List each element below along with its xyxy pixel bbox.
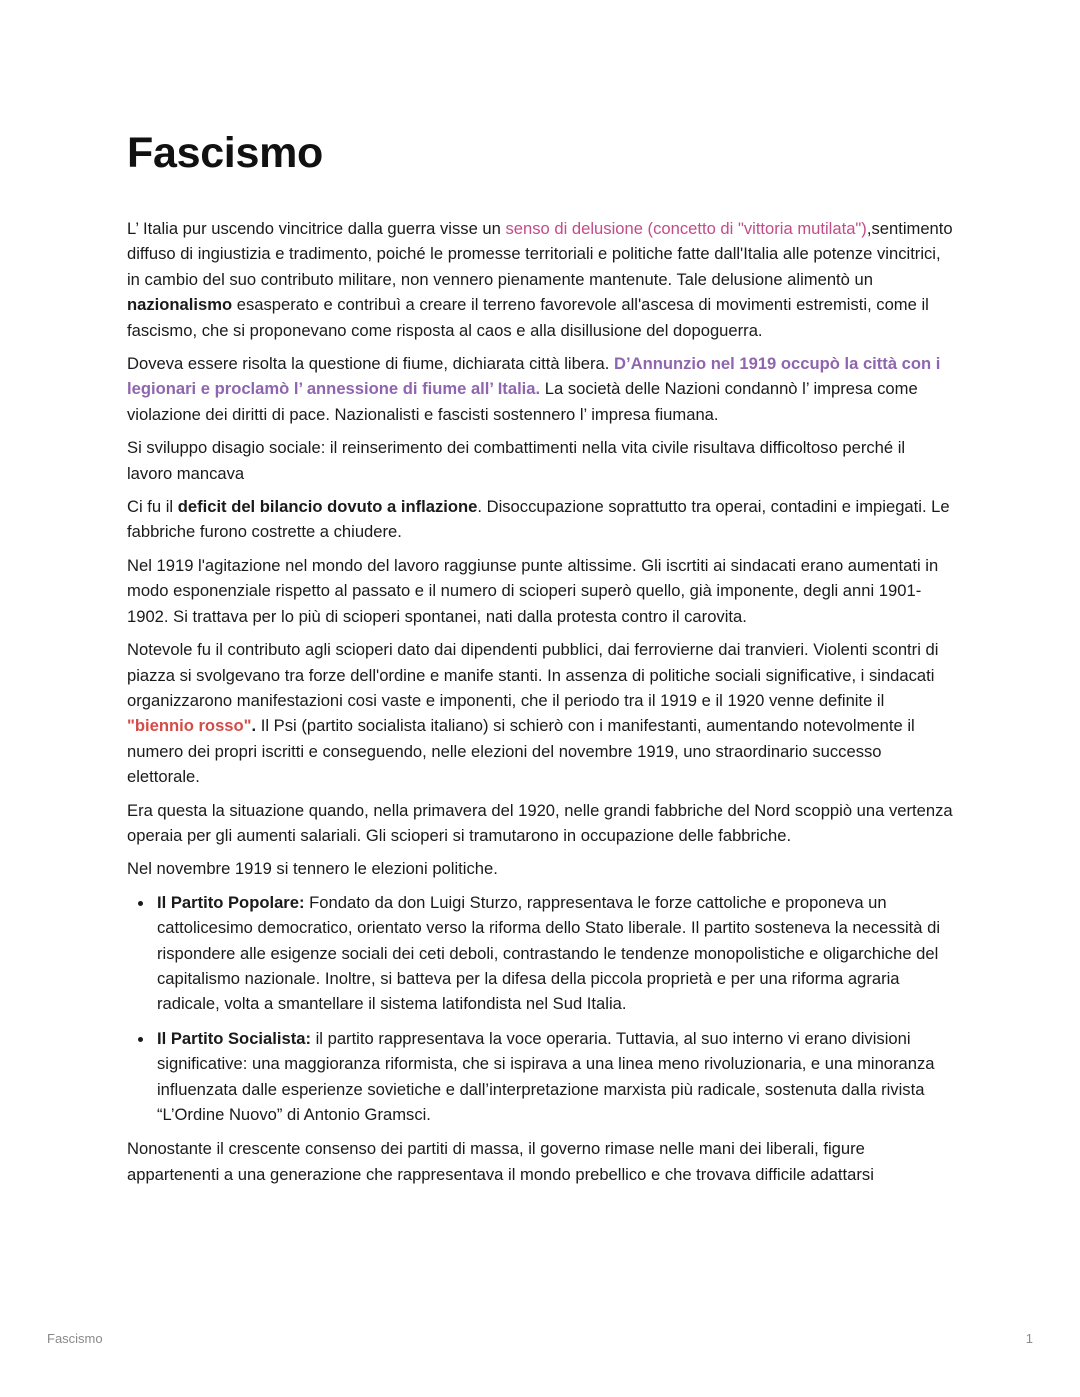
- text: Ci fu il: [127, 497, 178, 517]
- purple-highlight-dannunzio: D’Annunzio nel 1919 occupò la città con i legionari e proclamò l’ annessione di fiume all’ Italia.: [127, 354, 941, 399]
- paragraph-fiume: [127, 351, 953, 427]
- list-item-label: Il Partito Socialista:: [157, 1028, 311, 1048]
- paragraph-disagio-sociale: Si sviluppo disagio sociale: il reinserimento dei combattimenti nella vita civile risultava difficoltoso perché il lavoro mancava: [127, 438, 906, 483]
- paragraph-deficit: [127, 494, 953, 545]
- text: L’ Italia pur uscendo vincitrice dalla guerra visse un: [127, 219, 506, 238]
- bold-deficit: deficit del bilancio dovuto a inflazione: [177, 497, 478, 517]
- red-highlight-biennio-rosso: "biennio rosso": [127, 716, 252, 736]
- list-item-text: Fondato da don Luigi Sturzo, rappresentava le forze cattoliche e proponeva un cattolicesimo democratico, orientato verso la riforma dello Stato liberale. Il partito sosteneva la necessità di rispondere alle esigenze sociali dei ceti deboli, contrastando le tendenze monopolistiche e oligarchiche del capitalismo nazionale. Inoltre, si batteva per la difesa della piccola proprietà e per una riforma agraria radicale, volta a smantellare il sistema latifondista nel Sud Italia.: [157, 892, 941, 1014]
- text: Notevole fu il contributo agli scioperi dato dai dipendenti pubblici, dai ferrovierne dai tranvieri. Violenti scontri di piazza si svolgevano tra forze dell'ordine e manife stanti. In assenza di politiche sociali significative, i sindacati organizzarono manifestazioni cosi vaste e imponenti, che il periodo tra il 1919 e il 1920 venne definite il: [127, 640, 939, 710]
- parties-list: [127, 890, 953, 1128]
- text: Doveva essere risolta la questione di fiume, dichiarata città libera.: [127, 354, 614, 374]
- list-item-partito-popolare: [157, 890, 953, 1017]
- paragraph-governo-liberali: Nonostante il crescente consenso dei partiti di massa, il governo rimase nelle mani dei liberali, figure appartenenti a una generazione che rappresentava il mondo prebellico e che trovava difficile adattarsi: [127, 1139, 874, 1184]
- list-item-label: Il Partito Popolare:: [157, 892, 305, 912]
- text: esasperato e contribuì a creare il terreno favorevole all'ascesa di movimenti estremisti, come il fascismo, che si proponevano come risposta al caos e alla disillusione del dopoguerra.: [127, 295, 929, 340]
- paragraph-agitazione-1919: Nel 1919 l'agitazione nel mondo del lavoro raggiunse punte altissime. Gli iscrtiti ai sindacati erano aumentati in modo esponenziale rispetto al passato e il numero di scioperi superò quello, già imponente, degli anni 1901-1902. Si trattava per lo più di scioperi spontanei, nati dalla protesta contro il carovita.: [127, 555, 939, 626]
- paragraph-intro: [127, 216, 953, 343]
- footer-page-number: 1: [1025, 1331, 1033, 1346]
- paragraph-biennio-rosso: [127, 637, 953, 789]
- list-item-partito-socialista: [157, 1026, 953, 1128]
- text: ,sentimento diffuso di ingiustizia e tradimento, poiché le promesse territoriali e politiche fatte dall'Italia alle potenze vincitrici, in cambio del suo contributo militare, non vennero pienamente mantenute. Tale delusione alimentò un: [127, 219, 953, 289]
- document-page: [127, 126, 953, 1195]
- paragraph-elezioni: Nel novembre 1919 si tennero le elezioni politiche.: [127, 859, 498, 879]
- page-title: Fascismo: [127, 129, 323, 177]
- bold-period: .: [251, 716, 257, 736]
- list-item-text: il partito rappresentava la voce operaria. Tuttavia, al suo interno vi erano divisioni significative: una maggioranza riformista, che si ispirava a una linea meno rivoluzionaria, e una minoranza influenzata dalle esperienze sovietiche e dall’interpretazione marxista più radicale, sostenuta dalla rivista “L’Ordine Nuovo” di Antonio Gramsci.: [157, 1028, 935, 1124]
- text: Il Psi (partito socialista italiano) si schierò con i manifestanti, aumentando notevolmente il numero dei propri iscritti e conseguendo, nelle elezioni del novembre 1919, uno straordinario successo elettorale.: [127, 716, 915, 787]
- paragraph-occupazione-fabbriche: Era questa la situazione quando, nella primavera del 1920, nelle grandi fabbriche del Nord scoppiò una vertenza operaia per gli aumenti salariali. Gli scioperi si tramutarono in occupazione delle fabbriche.: [127, 800, 953, 845]
- footer-title: Fascismo: [47, 1331, 103, 1346]
- pink-highlight-vittoria-mutilata: senso di delusione (concetto di "vittoria mutilata"): [505, 219, 867, 238]
- bold-nazionalismo: nazionalismo: [127, 295, 233, 315]
- text: La società delle Nazioni condannò l’ impresa come violazione dei diritti di pace. Nazionalisti e fascisti sostennero l’ impresa fiumana.: [127, 379, 918, 424]
- text: . Disoccupazione soprattutto tra operai, contadini e impiegati. Le fabbriche furono costrette a chiudere.: [127, 497, 950, 542]
